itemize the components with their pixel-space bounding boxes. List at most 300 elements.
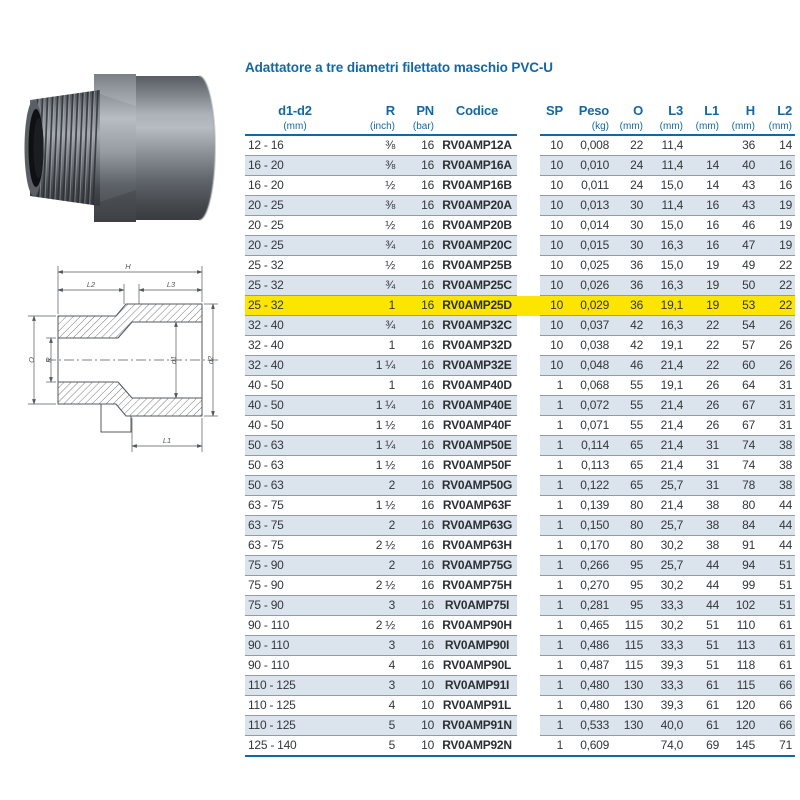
table-row xyxy=(245,336,795,356)
column-gap xyxy=(517,636,540,656)
cell-l2: 22 xyxy=(758,276,795,296)
cell-peso: 0,170 xyxy=(566,536,612,556)
cell-r: 5 xyxy=(345,716,398,736)
cell-r: 1 ¼ xyxy=(345,396,398,416)
cell-d1d2: 63 - 75 xyxy=(245,536,345,556)
cell-l1: 16 xyxy=(686,236,722,256)
cell-d1d2: 125 - 140 xyxy=(248,738,297,752)
cell-r: 1 ¼ xyxy=(345,436,398,456)
cell-l2: 22 xyxy=(758,296,795,316)
cell-codice: RV0AMP63F xyxy=(437,496,517,516)
cell-l3: 33,3 xyxy=(646,636,686,656)
cell-d1d2: 110 - 125 xyxy=(245,696,345,716)
cell-l3: 21,4 xyxy=(646,396,686,416)
wall-hatch-bottom xyxy=(58,382,202,416)
cell-peso: 0,013 xyxy=(566,196,612,216)
cell-l3: 39,3 xyxy=(646,656,686,676)
cell-o: 36 xyxy=(612,256,646,276)
cell-l1: 51 xyxy=(686,636,722,656)
cell-l2: 38 xyxy=(758,456,795,476)
table-row xyxy=(245,316,795,336)
cell-l2: 44 xyxy=(758,516,795,536)
cell-peso: 0,037 xyxy=(566,316,612,336)
column-unit-codice xyxy=(437,118,517,135)
cell-sp: 1 xyxy=(540,496,566,516)
cell-o: 115 xyxy=(612,656,646,676)
cell-pn: 16 xyxy=(398,156,437,176)
cell-l2: 66 xyxy=(758,696,795,716)
cell-l1 xyxy=(686,135,722,156)
cell-o: 65 xyxy=(612,436,646,456)
column-gap xyxy=(517,616,540,636)
cell-l3: 39,3 xyxy=(646,696,686,716)
column-gap xyxy=(517,436,540,456)
cell-pn: 16 xyxy=(398,636,437,656)
cell-r: 1 xyxy=(345,376,398,396)
cell-pn: 10 xyxy=(398,716,437,736)
cell-l3: 25,7 xyxy=(646,516,686,536)
cell-l2: 31 xyxy=(758,416,795,436)
cell-h: 99 xyxy=(722,576,758,596)
cell-r: ¾ xyxy=(345,316,398,336)
cell-l3: 21,4 xyxy=(646,436,686,456)
table-row xyxy=(245,356,795,376)
cell-d1d2: 50 - 63 xyxy=(245,476,345,496)
cell-l2: 31 xyxy=(758,396,795,416)
column-gap xyxy=(517,236,540,256)
cell-peso: 0,113 xyxy=(566,456,612,476)
cell-codice: RV0AMP12A xyxy=(437,135,517,156)
column-header-h: H xyxy=(745,103,755,118)
cell-h: 43 xyxy=(722,176,758,196)
cell-l1: 26 xyxy=(686,376,722,396)
cell-l1: 61 xyxy=(686,696,722,716)
cell-peso: 0,150 xyxy=(566,516,612,536)
column-gap xyxy=(517,596,540,616)
cell-h: 145 xyxy=(735,738,755,752)
table-row xyxy=(245,656,795,676)
cell-pn: 16 xyxy=(398,496,437,516)
column-gap xyxy=(517,676,540,696)
cell-h: 84 xyxy=(722,516,758,536)
cell-d1d2: 75 - 90 xyxy=(245,556,345,576)
cell-pn: 16 xyxy=(398,536,437,556)
cell-l1: 16 xyxy=(686,216,722,236)
cell-pn: 16 xyxy=(398,656,437,676)
table-row xyxy=(245,236,795,256)
cell-d1d2: 32 - 40 xyxy=(245,316,345,336)
cell-h: 46 xyxy=(722,216,758,236)
cell-h: 64 xyxy=(722,376,758,396)
cell-sp: 10 xyxy=(540,176,566,196)
cell-r: 3 xyxy=(345,676,398,696)
column-header-o: O xyxy=(633,103,643,118)
cell-codice: RV0AMP75G xyxy=(437,556,517,576)
cell-l2: 44 xyxy=(758,536,795,556)
cell-pn: 16 xyxy=(398,456,437,476)
cell-o: 130 xyxy=(612,716,646,736)
cell-pn: 16 xyxy=(398,556,437,576)
cell-r: ¾ xyxy=(345,276,398,296)
cell-h: 74 xyxy=(722,436,758,456)
cell-peso: 0,015 xyxy=(566,236,612,256)
cell-l3: 25,7 xyxy=(646,476,686,496)
dim-label-L3: L3 xyxy=(166,280,176,289)
cell-peso: 0,533 xyxy=(566,716,612,736)
column-header-l2: L2 xyxy=(777,103,792,118)
cell-h: 120 xyxy=(722,716,758,736)
table-row xyxy=(245,576,795,596)
cell-peso: 0,480 xyxy=(566,696,612,716)
cell-codice: RV0AMP40F xyxy=(437,416,517,436)
column-gap xyxy=(517,416,540,436)
dimension-lines xyxy=(28,266,218,452)
cell-peso: 0,465 xyxy=(566,616,612,636)
cell-d1d2: 110 - 125 xyxy=(245,676,345,696)
column-header-l3: L3 xyxy=(668,103,683,118)
cell-codice: RV0AMP16B xyxy=(437,176,517,196)
column-unit-r: (inch) xyxy=(345,118,398,135)
cell-h: 53 xyxy=(722,296,758,316)
dim-label-R: R xyxy=(44,357,53,363)
cell-l3: 15,0 xyxy=(646,256,686,276)
dim-label-L1: L1 xyxy=(162,436,172,445)
column-gap xyxy=(517,536,540,556)
cell-h: 43 xyxy=(722,196,758,216)
column-gap xyxy=(517,476,540,496)
cell-o: 36 xyxy=(612,296,646,316)
cell-peso: 0,014 xyxy=(566,216,612,236)
cell-d1d2: 25 - 32 xyxy=(245,276,345,296)
column-gap xyxy=(517,396,540,416)
cell-codice: RV0AMP20C xyxy=(437,236,517,256)
cell-l3: 21,4 xyxy=(646,416,686,436)
cell-l1: 14 xyxy=(686,176,722,196)
cell-pn: 16 xyxy=(398,216,437,236)
cell-codice: RV0AMP91I xyxy=(437,676,517,696)
cell-r: 1 ½ xyxy=(345,456,398,476)
cell-d1d2: 40 - 50 xyxy=(245,416,345,436)
cell-codice: RV0AMP75I xyxy=(437,596,517,616)
cell-l2: 61 xyxy=(758,656,795,676)
table-row xyxy=(245,276,795,296)
cell-codice: RV0AMP63G xyxy=(437,516,517,536)
column-gap xyxy=(517,696,540,716)
column-unit-h: (mm) xyxy=(722,118,758,135)
cell-l2: 51 xyxy=(758,556,795,576)
cell-o: 95 xyxy=(612,576,646,596)
cell-sp: 10 xyxy=(540,135,566,156)
cell-sp: 10 xyxy=(540,316,566,336)
cell-l1: 22 xyxy=(686,316,722,336)
cell-peso: 0,114 xyxy=(566,436,612,456)
cell-l1: 26 xyxy=(686,396,722,416)
cell-pn: 16 xyxy=(398,416,437,436)
cell-h: 47 xyxy=(722,236,758,256)
column-unit-l3: (mm) xyxy=(646,118,686,135)
cell-pn: 16 xyxy=(398,436,437,456)
table-row xyxy=(245,636,795,656)
cell-o: 95 xyxy=(612,556,646,576)
column-gap xyxy=(517,356,540,376)
cell-l2: 44 xyxy=(758,496,795,516)
cell-sp: 1 xyxy=(540,416,566,436)
cell-d1d2: 25 - 32 xyxy=(245,296,345,316)
table-row xyxy=(245,436,795,456)
cell-d1d2: 40 - 50 xyxy=(245,396,345,416)
cell-codice: RV0AMP25D xyxy=(437,296,517,316)
cell-pn: 16 xyxy=(398,336,437,356)
cell-peso: 0,010 xyxy=(566,156,612,176)
cell-h: 120 xyxy=(722,696,758,716)
cell-o: 22 xyxy=(612,135,646,156)
cell-codice: RV0AMP40E xyxy=(437,396,517,416)
cell-l2: 26 xyxy=(758,316,795,336)
cell-l2: 31 xyxy=(758,376,795,396)
cell-l2: 38 xyxy=(758,436,795,456)
cell-pn: 16 xyxy=(398,256,437,276)
cell-r: 1 ½ xyxy=(345,416,398,436)
cell-l3: 19,1 xyxy=(646,376,686,396)
table-row xyxy=(245,256,795,276)
cell-sp: 1 xyxy=(540,396,566,416)
cell-l1: 38 xyxy=(686,516,722,536)
cell-codice: RV0AMP32C xyxy=(437,316,517,336)
cell-h: 50 xyxy=(722,276,758,296)
cell-l1: 44 xyxy=(686,556,722,576)
column-gap xyxy=(517,156,540,176)
cell-h: 54 xyxy=(722,316,758,336)
cell-peso: 0,270 xyxy=(566,576,612,596)
cell-peso: 0,281 xyxy=(566,596,612,616)
cell-peso: 0,122 xyxy=(566,476,612,496)
cell-l3: 21,4 xyxy=(646,456,686,476)
cell-h: 67 xyxy=(722,416,758,436)
cell-pn: 10 xyxy=(421,738,434,752)
column-gap xyxy=(517,716,540,736)
column-gap xyxy=(517,656,540,676)
cell-r: 2 ½ xyxy=(345,616,398,636)
column-header-r: R xyxy=(385,103,395,118)
table-header xyxy=(245,94,795,135)
column-header-sp: SP xyxy=(546,103,563,118)
column-gap xyxy=(517,736,540,757)
cell-r: 2 xyxy=(345,516,398,536)
cell-pn: 16 xyxy=(398,376,437,396)
catalog-table-body xyxy=(245,135,795,756)
cell-l1: 61 xyxy=(686,716,722,736)
cell-l3: 15,0 xyxy=(646,216,686,236)
column-gap xyxy=(517,216,540,236)
cell-codice: RV0AMP25B xyxy=(437,256,517,276)
cell-sp: 1 xyxy=(540,576,566,596)
cell-o: 55 xyxy=(612,396,646,416)
cell-sp: 10 xyxy=(540,356,566,376)
cell-peso: 0,480 xyxy=(566,676,612,696)
cell-codice: RV0AMP16A xyxy=(437,156,517,176)
cell-sp: 10 xyxy=(540,276,566,296)
table-row xyxy=(245,476,795,496)
cell-l1: 31 xyxy=(686,476,722,496)
cell-pn: 16 xyxy=(398,276,437,296)
cell-o: 42 xyxy=(612,336,646,356)
cell-l3: 11,4 xyxy=(646,156,686,176)
cell-pn: 16 xyxy=(398,236,437,256)
cell-l2: 26 xyxy=(758,356,795,376)
cell-h: 36 xyxy=(722,135,758,156)
cell-r: ¾ xyxy=(345,236,398,256)
cell-codice: RV0AMP75H xyxy=(437,576,517,596)
bore-inner-shadow xyxy=(34,118,44,178)
cell-l1: 44 xyxy=(686,576,722,596)
cell-l2: 61 xyxy=(758,636,795,656)
cell-d1d2: 110 - 125 xyxy=(245,716,345,736)
cell-codice: RV0AMP40D xyxy=(437,376,517,396)
cell-h: 118 xyxy=(722,656,758,676)
cell-codice: RV0AMP32E xyxy=(437,356,517,376)
dimension-drawing xyxy=(6,242,236,504)
cell-d1d2: 40 - 50 xyxy=(245,376,345,396)
pvc-adapter-photo xyxy=(8,8,233,233)
cell-l3: 74,0 xyxy=(660,738,683,752)
page-title: Adattatore a tre diametri filettato maschio PVC-U xyxy=(245,60,553,75)
cell-r: 5 xyxy=(388,738,395,752)
cell-peso: 0,487 xyxy=(566,656,612,676)
cell-d1d2: 16 - 20 xyxy=(245,156,345,176)
cell-d1d2: 20 - 25 xyxy=(245,216,345,236)
cell-d1d2: 50 - 63 xyxy=(245,456,345,476)
table-row xyxy=(245,196,795,216)
cell-l2: 66 xyxy=(758,676,795,696)
cell-codice: RV0AMP63H xyxy=(437,536,517,556)
cell-h: 78 xyxy=(722,476,758,496)
column-gap xyxy=(517,496,540,516)
cell-sp: 1 xyxy=(540,676,566,696)
cell-o: 65 xyxy=(612,476,646,496)
column-unit-sp xyxy=(540,118,566,135)
column-header-peso: Peso xyxy=(578,103,609,118)
table-row xyxy=(245,556,795,576)
product-table xyxy=(245,94,795,757)
cell-codice: RV0AMP91L xyxy=(437,696,517,716)
cell-h: 91 xyxy=(722,536,758,556)
cell-codice: RV0AMP20B xyxy=(437,216,517,236)
cell-codice: RV0AMP90H xyxy=(437,616,517,636)
cell-h: 110 xyxy=(722,616,758,636)
cell-r: ⅜ xyxy=(345,156,398,176)
cell-r: 1 ½ xyxy=(345,496,398,516)
table-row xyxy=(245,596,795,616)
cell-l2: 14 xyxy=(758,135,795,156)
column-gap xyxy=(517,94,540,118)
cell-r: 1 ¼ xyxy=(345,356,398,376)
cell-r: 4 xyxy=(345,696,398,716)
table-row xyxy=(245,376,795,396)
cell-codice: RV0AMP91N xyxy=(437,716,517,736)
cell-sp: 1 xyxy=(540,656,566,676)
column-gap xyxy=(517,296,540,316)
table-row xyxy=(245,135,795,156)
cell-pn: 16 xyxy=(398,476,437,496)
cell-l1: 38 xyxy=(686,536,722,556)
cell-l1: 26 xyxy=(686,416,722,436)
cell-pn: 16 xyxy=(398,596,437,616)
column-unit-l2: (mm) xyxy=(758,118,795,135)
dim-label-L2: L2 xyxy=(86,280,96,289)
cell-peso: 0,486 xyxy=(566,636,612,656)
cell-l3: 16,3 xyxy=(646,276,686,296)
cell-h: 113 xyxy=(722,636,758,656)
cell-l2: 66 xyxy=(758,716,795,736)
cell-l2: 71 xyxy=(779,738,792,752)
cell-l3: 33,3 xyxy=(646,596,686,616)
cell-sp: 1 xyxy=(540,636,566,656)
table-row xyxy=(245,396,795,416)
column-header-pn: PN xyxy=(416,103,434,118)
cell-l3: 33,3 xyxy=(646,676,686,696)
column-unit-peso: (kg) xyxy=(566,118,612,135)
cell-h: 94 xyxy=(722,556,758,576)
cell-peso: 0,008 xyxy=(566,135,612,156)
header-label-row xyxy=(245,94,795,118)
cell-codice: RV0AMP90I xyxy=(437,636,517,656)
cell-l1: 31 xyxy=(686,456,722,476)
cell-codice: RV0AMP50G xyxy=(437,476,517,496)
table-row xyxy=(245,696,795,716)
cell-peso: 0,029 xyxy=(566,296,612,316)
cell-peso: 0,025 xyxy=(566,256,612,276)
cell-l1: 69 xyxy=(706,738,719,752)
cell-d1d2: 90 - 110 xyxy=(245,616,345,636)
cell-l1: 19 xyxy=(686,256,722,276)
cell-d1d2: 63 - 75 xyxy=(245,496,345,516)
column-gap xyxy=(517,256,540,276)
cell-h: 60 xyxy=(722,356,758,376)
dim-label-H: H xyxy=(125,262,131,271)
cell-l3: 15,0 xyxy=(646,176,686,196)
cell-sp: 1 xyxy=(540,556,566,576)
column-gap xyxy=(517,336,540,356)
table-row xyxy=(245,716,795,736)
cell-d1d2: 90 - 110 xyxy=(245,636,345,656)
cell-h: 80 xyxy=(722,496,758,516)
cell-sp: 1 xyxy=(540,716,566,736)
cell-d1d2: 90 - 110 xyxy=(245,656,345,676)
cell-r: 2 xyxy=(345,476,398,496)
cell-pn: 16 xyxy=(398,356,437,376)
cell-r: 3 xyxy=(345,636,398,656)
column-unit-d1d2: (mm) xyxy=(245,118,345,135)
cell-d1d2: 32 - 40 xyxy=(245,336,345,356)
table-row xyxy=(245,416,795,436)
table-row xyxy=(245,496,795,516)
cell-r: 2 xyxy=(345,556,398,576)
column-gap xyxy=(517,576,540,596)
column-gap xyxy=(517,556,540,576)
cell-l1: 31 xyxy=(686,436,722,456)
cell-l1: 19 xyxy=(686,296,722,316)
cell-peso: 0,011 xyxy=(566,176,612,196)
cell-o: 42 xyxy=(612,316,646,336)
cell-sp: 10 xyxy=(540,156,566,176)
cell-o: 55 xyxy=(612,416,646,436)
cell-pn: 10 xyxy=(398,696,437,716)
column-gap xyxy=(517,456,540,476)
cell-sp: 1 xyxy=(556,738,563,752)
cell-l3: 19,1 xyxy=(646,296,686,316)
cell-l3: 25,7 xyxy=(646,556,686,576)
cell-l1: 19 xyxy=(686,276,722,296)
